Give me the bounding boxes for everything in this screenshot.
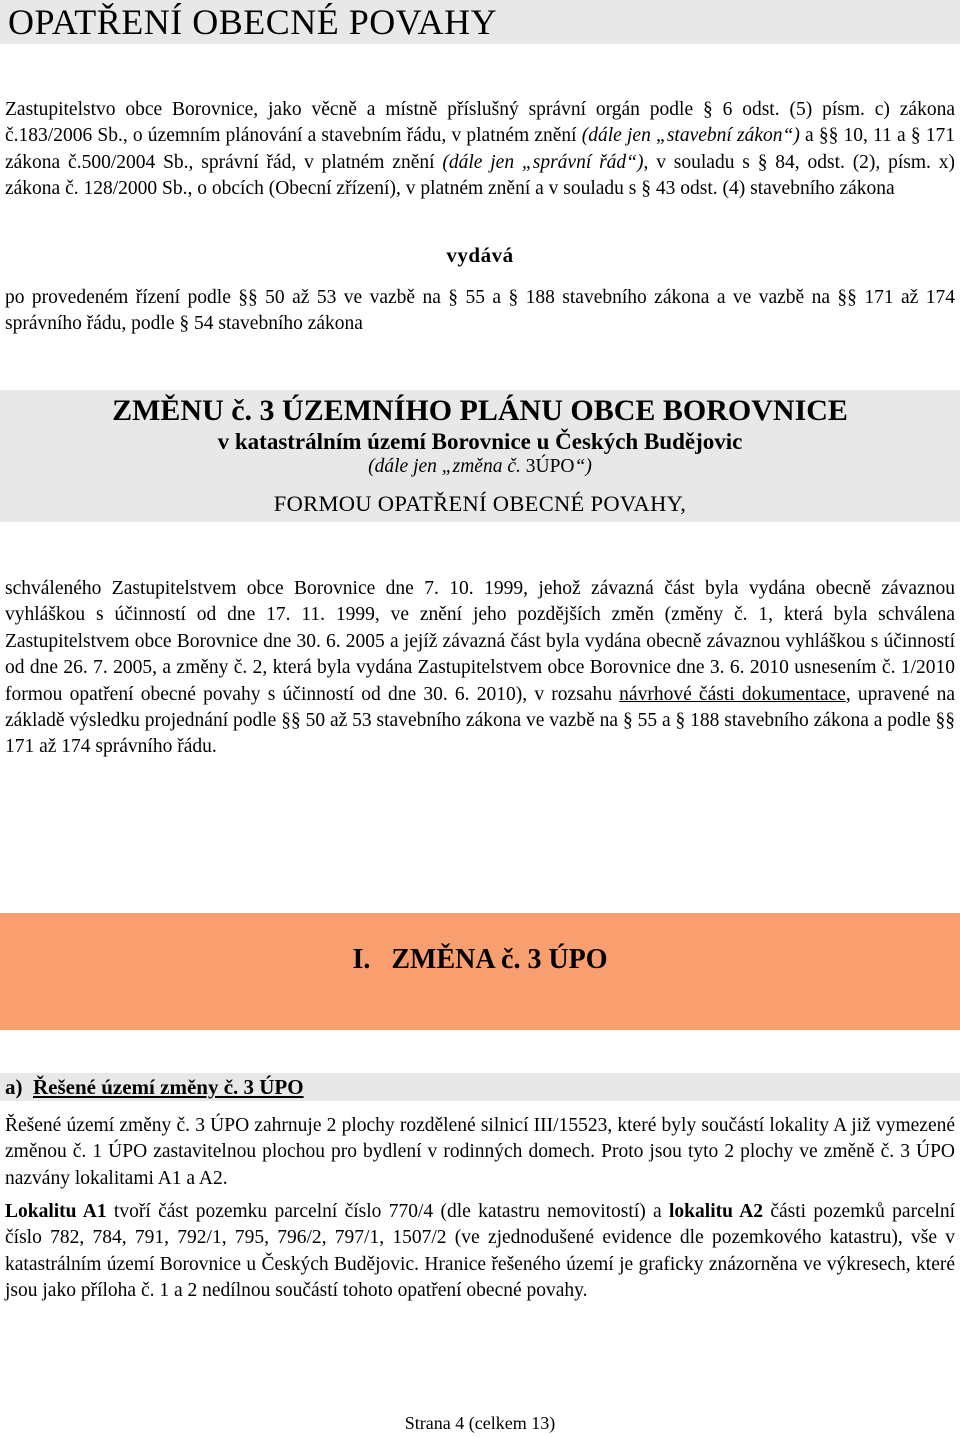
section-heading [0,942,960,978]
intro-text-3: , v souladu s § 84, odst. (2), písm. x) zákona č. 128/2000 Sb., o obcích (Obecní zřízení), v platném znění a v souladu s § 43 odst. (4) stavebního zákona [5,151,955,200]
decision-heading: ZMĚNU č. 3 ÚZEMNÍHO PLÁNU OBCE BOROVNICE [112,394,848,427]
document-title: OPATŘENÍ OBECNÉ POVAHY [8,2,498,42]
subsection-heading [5,1073,304,1101]
intro-italic-2: (dále jen „správní řád“) [442,151,644,173]
approval-underlined: návrhové části dokumentace [619,683,846,705]
intro-italic-1: (dále jen „stavební zákon“) [581,125,800,147]
abbrev-end: “) [574,456,592,477]
intro-text-1: Zastupitelstvo obce Borovnice, jako věcně a místně příslušný správní orgán podle § 6 odst. (5) písm. c) zákona č.183/2006 Sb., o územním plánování a stavebním řádu, v platném znění [5,99,955,147]
section-title: ZMĚNA č. 3 ÚPO [391,944,608,975]
body-text-1: tvoří část pozemku parcelní číslo 770/4 (dle katastru nemovitostí) a [106,1201,670,1222]
procedure-paragraph: po provedeném řízení podle §§ 50 až 53 ve vazbě na § 55 a § 188 stavebního zákona a ve vazbě na §§ 171 až 174 správního řádu, podle § 54 stavebního zákona [5,287,955,335]
decision-subheading: v katastrálním území Borovnice u Českých Budějovic [217,429,743,454]
issues-heading: vydává [446,243,514,267]
abbrev-plain: 3ÚPO [525,456,575,477]
section-number: I. [352,944,371,975]
title-band [0,0,960,44]
page-footer: Strana 4 (celkem 13) [404,1413,556,1433]
subsection-label: a) [5,1075,23,1099]
body-text-2: části pozemků parcelní číslo 782, 784, 791, 792/1, 795, 796/2, 797/1, 1507/2 (ve zjednodušené evidence dle pozemkového katastru), vše v katastrálním území Borovnice u Českých Budějovic. Hranice řešeného území je graficky znázorněna ve výkresech, které jsou jako příloha č. 1 a 2 nedílnou součástí tohoto opatření obecné povahy. [5,1201,955,1302]
body-paragraph-1: Řešené území změny č. 3 ÚPO zahrnuje 2 plochy rozdělené silnicí III/15523, které byly součástí lokality A již vymezené změnou č. 1 ÚPO zastavitelnou plochou pro bydlení v rodinných domech. Proto jsou tyto 2 plochy ve změně č. 3 ÚPO nazvány lokalitami A1 a A2. [5,1115,955,1189]
decision-abbreviation [0,454,960,480]
approval-text-1: schváleného Zastupitelstvem obce Borovnice dne 7. 10. 1999, jehož závazná část byla vydána obecně závaznou vyhláškou s účinností od dne 17. 11. 1999, ve znění jeho pozdějších změn (změny č. 1, která byla schválena Zastupitelstvem obce Borovnice dne 30. 6. 2005 a jejíž závazná část byla vydána obecně závaznou vyhláškou s účinností od dne 26. 7. 2005, a změny č. 2, která byla vydána Zastupitelstvem obce Borovnice dne 3. 6. 2010 usnesením č. 1/2010 formou opatření obecné povahy s účinností od dne 30. 6. 2010), v rozsahu [5,578,955,705]
approval-paragraph [5,576,955,761]
section-band [0,913,960,1030]
decision-band [0,390,960,522]
subsection-band [0,1073,960,1101]
intro-text-2: a §§ 10, 11 a § 171 zákona č.500/2004 Sb., správní řád, v platném znění [5,125,956,173]
locality-a2: lokalitu A2 [669,1201,764,1222]
abbrev-italic: (dále jen „změna č. [368,456,521,477]
approval-text-2: , upravené na základě výsledku projednání podle §§ 50 až 53 stavebního zákona ve vazbě na § 55 a § 188 stavebního zákona a podle §§ 171 až 174 správního řádu. [5,683,956,758]
intro-paragraph [5,97,955,203]
subsection-title: Řešené území změny č. 3 ÚPO [33,1075,304,1099]
locality-a1: Lokalitu A1 [5,1201,107,1222]
body-paragraph-2 [5,1199,955,1305]
decision-form: FORMOU OPATŘENÍ OBECNÉ POVAHY, [273,491,687,516]
